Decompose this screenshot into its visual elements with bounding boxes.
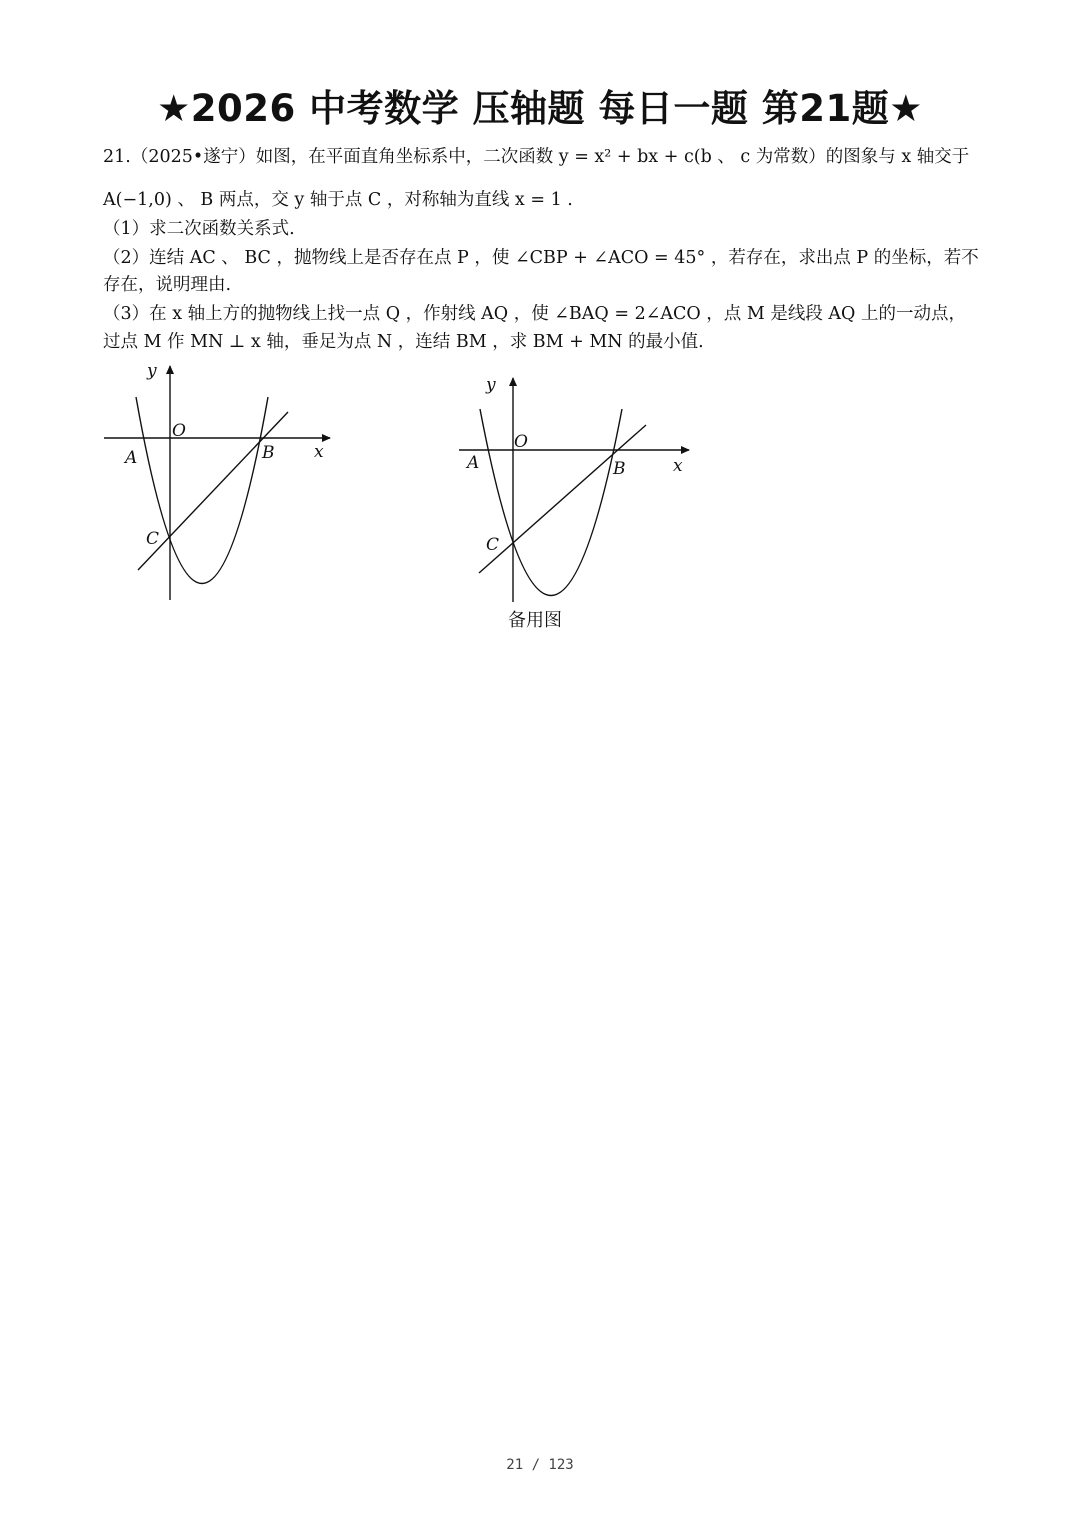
question-part-3-line-1: （3）在 x 轴上方的抛物线上找一点 Q ，作射线 AQ ，使 ∠BAQ = 2∠ACO ，点 M 是线段 AQ 上的一动点， (103, 304, 966, 324)
question-part-1: （1）求二次函数关系式. (103, 219, 295, 239)
question-part-2-line-1: （2）连结 AC 、 BC ，抛物线上是否存在点 P ，使 ∠CBP + ∠ACO = 45° ，若存在，求出点 P 的坐标，若不 (103, 248, 979, 268)
label-x: x (314, 442, 324, 462)
page-number: 21 / 123 (506, 1457, 574, 1473)
page-title: ★2026 中考数学 压轴题 每日一题 第21题★ (157, 87, 923, 130)
line-bc (138, 412, 288, 570)
label-o: O (514, 432, 528, 452)
label-o: O (172, 421, 186, 441)
label-a: A (125, 448, 138, 468)
label-b: B (262, 443, 275, 463)
label-c: C (146, 529, 160, 549)
figure-main (100, 360, 340, 605)
figure-spare (455, 372, 695, 607)
label-c: C (486, 535, 500, 555)
label-b: B (613, 459, 626, 479)
problem-statement-line-2: A(−1,0) 、 B 两点，交 y 轴于点 C ，对称轴为直线 x = 1 . (103, 190, 573, 210)
label-y: y (486, 375, 496, 395)
label-x: x (673, 456, 683, 476)
parabola (136, 397, 268, 584)
figure-caption: 备用图 (508, 610, 562, 631)
problem-statement-line-1: 21.（2025•遂宁）如图，在平面直角坐标系中，二次函数 y = x² + bx + c(b 、 c 为常数）的图象与 x 轴交于 (103, 147, 970, 167)
label-y: y (147, 361, 157, 381)
line-bc (479, 425, 646, 573)
question-part-2-line-2: 存在，说明理由. (103, 275, 232, 295)
label-a: A (467, 453, 480, 473)
question-part-3-line-2: 过点 M 作 MN ⊥ x 轴，垂足为点 N ，连结 BM ，求 BM + MN 的最小值. (103, 332, 704, 352)
parabola (480, 409, 622, 596)
